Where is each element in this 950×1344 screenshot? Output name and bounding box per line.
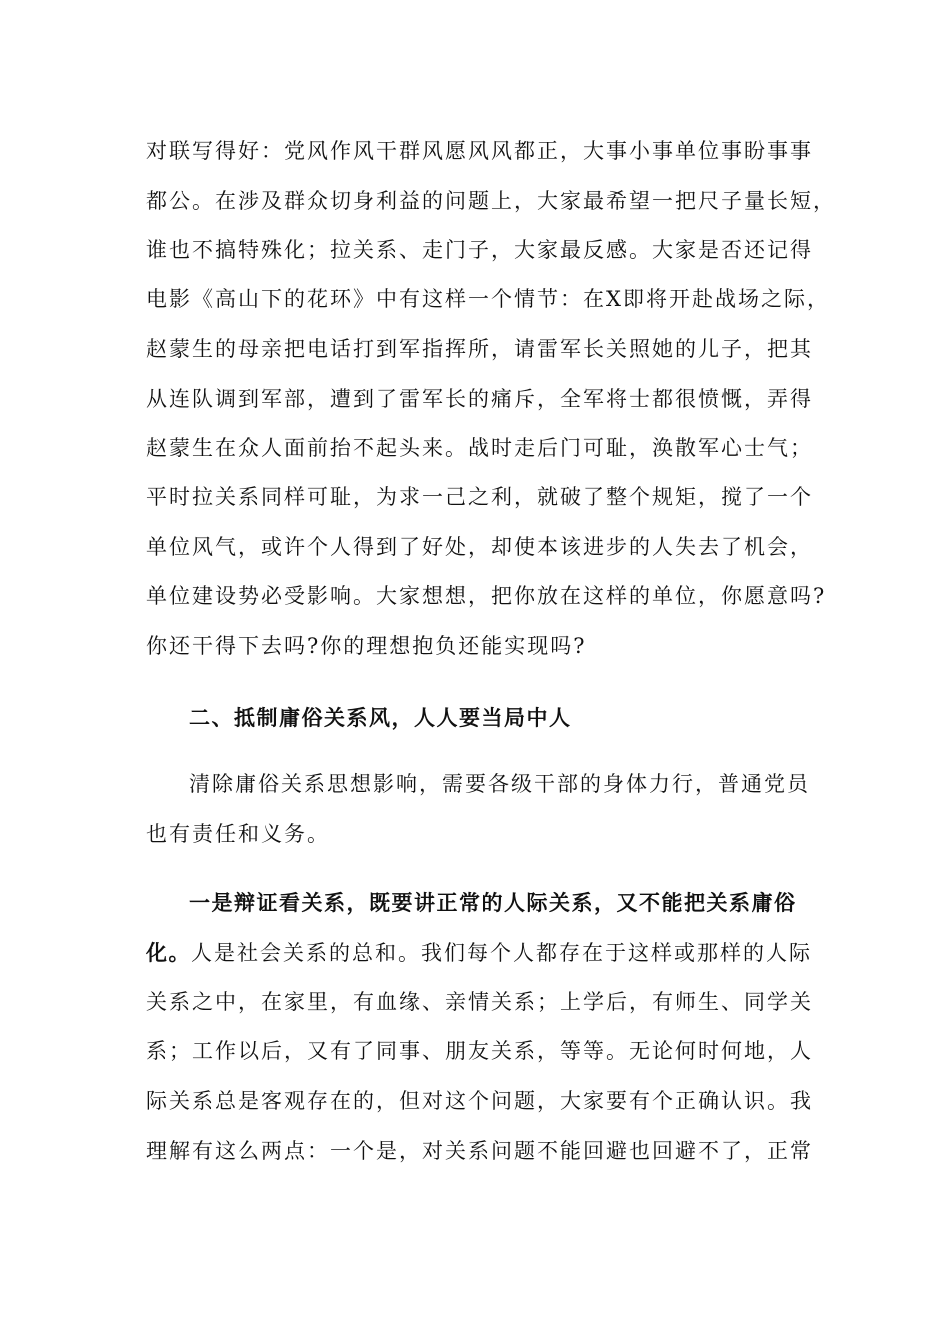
paragraph-3-line-6: 理解有这么两点：一个是，对关系问题不能回避也回避不了，正常	[146, 1139, 813, 1163]
paragraph-1-line-8: 平时拉关系同样可耻，为求一己之利，就破了整个规矩，搅了一个	[146, 485, 813, 509]
paragraph-3-line-2	[146, 938, 812, 968]
paragraph-2-line-2: 也有责任和义务。	[146, 822, 330, 846]
section-heading: 二、抵制庸俗关系风，人人要当局中人	[189, 706, 572, 730]
paragraph-2-line-1: 清除庸俗关系思想影响，需要各级干部的身体力行，普通党员	[189, 772, 810, 796]
paragraph-1-line-1: 对联写得好：党风作风干群风愿风风都正，大事小事单位事盼事事	[146, 139, 813, 163]
paragraph-3-bold-tail: 化。	[146, 941, 191, 965]
paragraph-1-line-5: 赵蒙生的母亲把电话打到军指挥所，请雷军长关照她的儿子，把其	[146, 337, 813, 361]
paragraph-3-line-2-text: 人是社会关系的总和。我们每个人都存在于这样或那样的人际	[191, 941, 812, 965]
paragraph-1-line-3: 谁也不搞特殊化；拉关系、走门子，大家最反感。大家是否还记得	[146, 238, 813, 262]
paragraph-1-line-11: 你还干得下去吗?你的理想抱负还能实现吗?	[146, 634, 587, 658]
paragraph-3-line-5: 际关系总是客观存在的，但对这个问题，大家要有个正确认识。我	[146, 1089, 813, 1113]
paragraph-1-line-10: 单位建设势必受影响。大家想想，把你放在这样的单位，你愿意吗?	[146, 584, 827, 608]
paragraph-1-line-7: 赵蒙生在众人面前抬不起头来。战时走后门可耻，涣散军心士气；	[146, 436, 813, 460]
paragraph-3-bold-lead: 一是辩证看关系，既要讲正常的人际关系，又不能把关系庸俗	[189, 891, 797, 915]
paragraph-3-line-4: 系；工作以后，又有了同事、朋友关系，等等。无论何时何地，人	[146, 1039, 813, 1063]
paragraph-1-line-4: 电影《高山下的花环》中有这样一个情节：在X即将开赴战场之际，	[146, 287, 830, 311]
paragraph-3-line-3: 关系之中，在家里，有血缘、亲情关系；上学后，有师生、同学关	[146, 990, 813, 1014]
paragraph-1-line-6: 从连队调到军部，遭到了雷军长的痛斥，全军将士都很愤慨，弄得	[146, 387, 813, 411]
paragraph-1-line-2: 都公。在涉及群众切身利益的问题上，大家最希望一把尺子量长短，	[146, 189, 836, 213]
paragraph-1-line-9: 单位风气，或许个人得到了好处，却使本该进步的人失去了机会，	[146, 535, 813, 559]
